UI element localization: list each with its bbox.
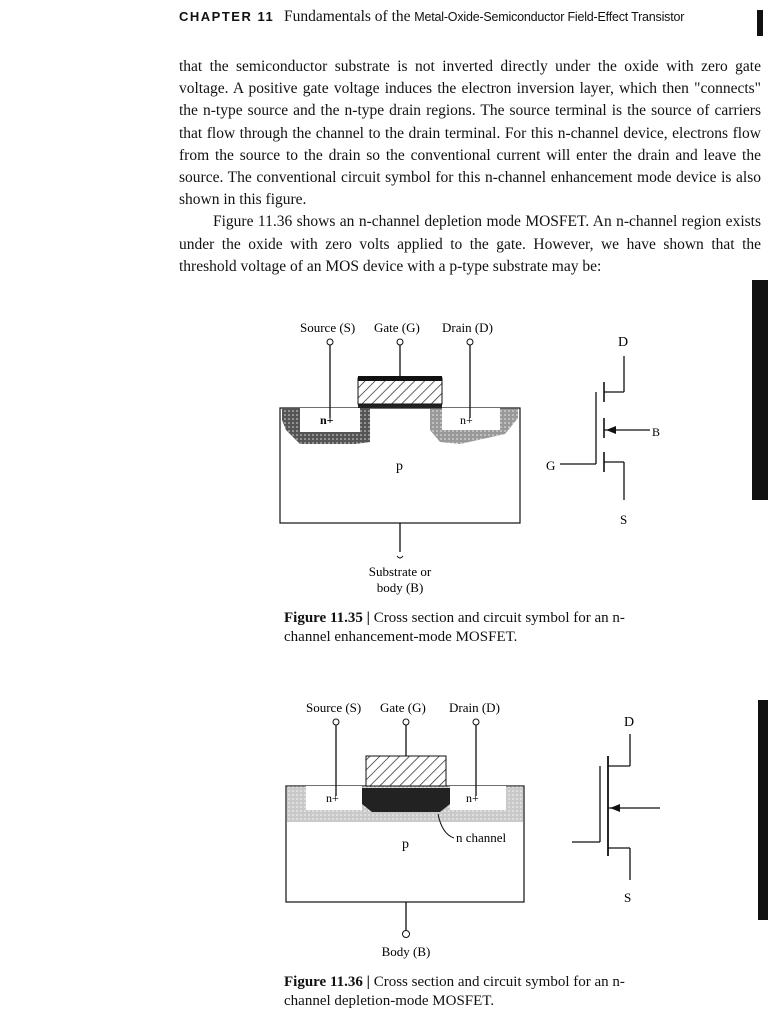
fig36-caption-number: Figure 11.36 xyxy=(284,974,363,990)
fig36-p-label: p xyxy=(402,837,409,852)
fig36-n-right-label: n+ xyxy=(466,791,479,805)
fig35-circuit-symbol xyxy=(546,335,660,527)
fig35-drain-label: Drain (D) xyxy=(442,320,493,335)
figure-11-36-diagram xyxy=(0,690,768,960)
fig35-substrate-label-1: Substrate or xyxy=(368,564,432,579)
fig35-caption-text: Cross section and circuit symbol for an n-channel enhancement-mode MOSFET. xyxy=(284,610,625,645)
fig36-circuit-symbol xyxy=(572,715,660,905)
fig35-sym-g: G xyxy=(546,458,556,473)
fig36-body-label: Body (B) xyxy=(381,944,431,959)
chapter-title-part2: Metal-Oxide-Semiconductor Field-Effect Transistor xyxy=(414,10,685,24)
chapter-title-part1: Fundamentals of the xyxy=(283,8,411,25)
paragraph-2: Figure 11.36 shows an n-channel depletion mode MOSFET. An n-channel region exists under the oxide with zero volts applied to the gate. However, we have shown that the threshold voltage of an MOS device with a p-type substrate may be: xyxy=(179,213,761,275)
fig35-n-left-label: n+ xyxy=(320,413,334,427)
figure-11-35-caption: Figure 11.35 | Cross section and circuit symbol for an n-channel enhancement-mode MOSFET. xyxy=(284,610,625,645)
fig35-gate-electrode xyxy=(358,378,442,404)
fig36-source-label: Source (S) xyxy=(306,700,362,715)
fig36-channel-label: n channel xyxy=(456,830,507,845)
fig36-drain-label: Drain (D) xyxy=(449,700,500,715)
fig35-substrate-label-2: body (B) xyxy=(376,580,424,595)
fig35-source-terminal xyxy=(327,339,333,345)
fig35-caption-number: Figure 11.35 xyxy=(284,610,363,626)
fig36-n-left-label: n+ xyxy=(326,791,339,805)
fig36-caption-text: Cross section and circuit symbol for an n-channel depletion-mode MOSFET. xyxy=(284,974,625,1009)
running-header xyxy=(179,8,759,26)
fig35-gate-label: Gate (G) xyxy=(374,320,420,335)
fig35-sym-s: S xyxy=(620,512,628,527)
header-edge-bar xyxy=(757,10,763,36)
fig35-p-label: p xyxy=(396,459,403,474)
fig36-sym-s: S xyxy=(624,890,632,905)
fig36-n-channel-region xyxy=(362,788,450,812)
fig35-body-terminal xyxy=(397,556,403,558)
fig35-sym-b: B xyxy=(652,425,661,439)
fig35-sym-d: D xyxy=(618,335,629,350)
fig35-drain-terminal xyxy=(467,339,473,345)
body-text xyxy=(179,56,761,278)
figure-11-36-caption: Figure 11.36 | Cross section and circuit symbol for an n-channel depletion-mode MOSFET. xyxy=(284,974,625,1009)
fig36-sym-d: D xyxy=(624,715,635,730)
fig35-gate-terminal xyxy=(397,339,403,345)
fig36-body-terminal xyxy=(403,931,410,938)
paragraph-1: that the semiconductor substrate is not inverted directly under the oxide with zero gate voltage. A positive gate voltage induces the electron inversion layer, which then "connects" the n-type source and the n-type drain regions. The source terminal is the source of carriers that flow through the channel to the drain terminal. For this n-channel device, electrons flow from the source to the drain so the conventional current will enter the drain and leave the source. The conventional circuit symbol for this n-channel enhancement mode device is also shown in this figure. xyxy=(179,58,761,209)
fig36-gate-label: Gate (G) xyxy=(380,700,426,715)
figure-11-35-diagram xyxy=(0,310,768,605)
fig35-source-label: Source (S) xyxy=(300,320,356,335)
chapter-label: CHAPTER 11 xyxy=(179,9,275,24)
fig35-n-right-label: n+ xyxy=(460,413,473,427)
fig36-gate-electrode xyxy=(366,756,446,786)
